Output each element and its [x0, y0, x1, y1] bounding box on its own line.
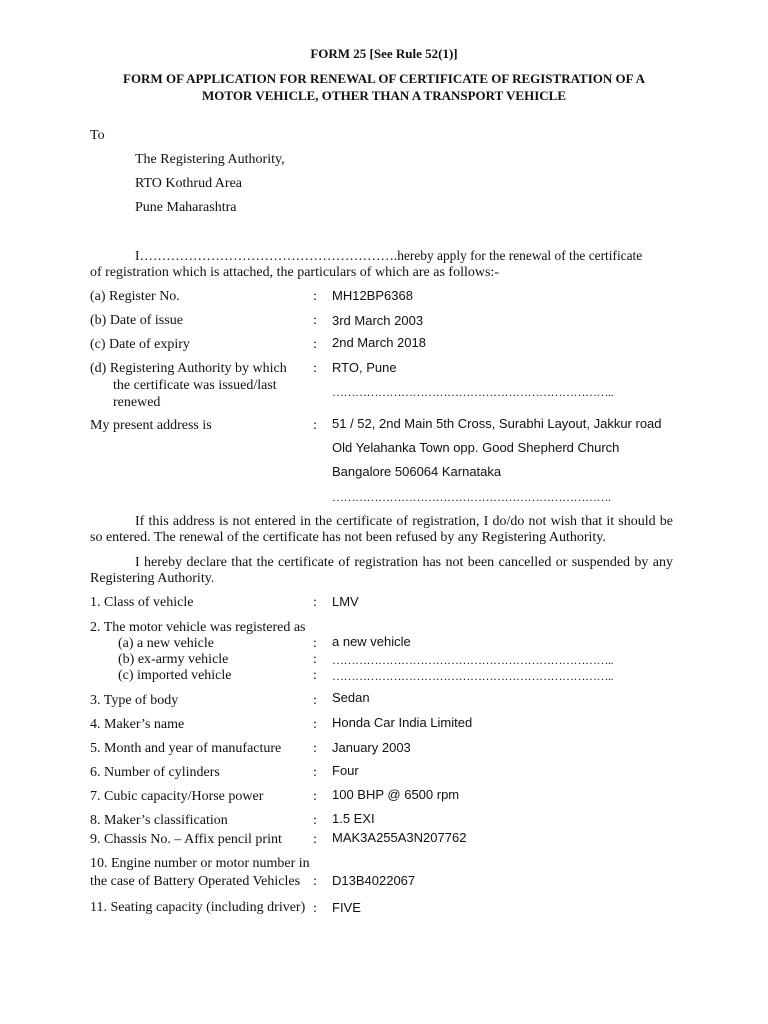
cancellation-declaration-paragraph: [90, 555, 673, 587]
registering-authority-label-line2: the certificate was issued/last: [113, 378, 277, 393]
seating-capacity-colon: :: [313, 901, 317, 916]
cubic-capacity-colon: :: [313, 789, 317, 804]
engine-number-colon: :: [313, 874, 317, 889]
manufacture-date-label: 5. Month and year of manufacture: [90, 741, 282, 756]
imported-vehicle-colon: :: [313, 668, 317, 683]
register-no-value: MH12BP6368: [332, 288, 413, 303]
makers-name-colon: :: [313, 717, 317, 732]
seating-capacity-label: 11. Seating capacity (including driver): [90, 900, 306, 915]
cylinders-value: Four: [332, 763, 359, 778]
addressee-to: To: [90, 128, 105, 143]
date-of-expiry-label: (c) Date of expiry: [90, 337, 190, 352]
class-of-vehicle-label: 1. Class of vehicle: [90, 595, 194, 610]
date-of-issue-label: (b) Date of issue: [90, 313, 183, 328]
registering-authority-colon: :: [313, 361, 317, 376]
registered-as-label: 2. The motor vehicle was registered as: [90, 620, 306, 635]
imported-vehicle-dots: ………………………………………………………………..: [332, 669, 613, 683]
register-no-colon: :: [313, 289, 317, 304]
type-of-body-label: 3. Type of body: [90, 693, 179, 708]
type-of-body-colon: :: [313, 693, 317, 708]
form-title-line1: FORM OF APPLICATION FOR RENEWAL OF CERTIFICATE OF REGISTRATION OF A: [123, 71, 645, 86]
registering-authority-dots: ………………………………………………………………..: [332, 385, 613, 399]
intro-line1: I………………………………………………….hereby apply for the renewal of the certificate: [135, 248, 643, 263]
engine-number-value: D13B4022067: [332, 873, 416, 888]
manufacture-date-colon: :: [313, 741, 317, 756]
chassis-no-value: MAK3A255A3N207762: [332, 830, 467, 845]
makers-classification-colon: :: [313, 813, 317, 828]
engine-number-label-line2: the case of Battery Operated Vehicles: [90, 874, 301, 889]
address-declaration-paragraph: [90, 514, 673, 546]
address-line2: Old Yelahanka Town opp. Good Shepherd Church: [332, 440, 620, 455]
date-of-expiry-value: 2nd March 2018: [332, 335, 426, 350]
register-no-label: (a) Register No.: [90, 289, 180, 304]
seating-capacity-value: FIVE: [332, 900, 361, 915]
engine-number-label-line1: 10. Engine number or motor number in: [90, 856, 310, 871]
address-line1: 51 / 52, 2nd Main 5th Cross, Surabhi Layout, Jakkur road: [332, 416, 662, 431]
registering-authority-label-line1: (d) Registering Authority by which: [90, 361, 287, 376]
chassis-no-colon: :: [313, 832, 317, 847]
cubic-capacity-value: 100 BHP @ 6500 rpm: [332, 787, 460, 802]
addressee-line3: Pune Maharashtra: [135, 200, 237, 215]
address-line3: Bangalore 506064 Karnataka: [332, 464, 502, 479]
address-declaration-text: If this address is not entered in the certificate of registration, I do/do not wish that it should be so entered. The renewal of the certificate has not been refused by any Registering Authority.: [90, 514, 673, 545]
date-of-issue-colon: :: [313, 313, 317, 328]
makers-name-label: 4. Maker’s name: [90, 717, 185, 732]
imported-vehicle-label: (c) imported vehicle: [118, 668, 232, 683]
manufacture-date-value: January 2003: [332, 740, 411, 755]
intro-line2: of registration which is attached, the particulars of which are as follows:-: [90, 265, 499, 280]
addressee-line1: The Registering Authority,: [135, 152, 285, 167]
new-vehicle-label: (a) a new vehicle: [118, 636, 214, 651]
ex-army-vehicle-label: (b) ex-army vehicle: [118, 652, 229, 667]
new-vehicle-colon: :: [313, 636, 317, 651]
address-dots: ……………………………………………………………….: [332, 490, 611, 504]
makers-classification-label: 8. Maker’s classification: [90, 813, 228, 828]
registering-authority-value: RTO, Pune: [332, 360, 397, 375]
cancellation-declaration-text: I hereby declare that the certificate of registration has not been cancelled or suspended by any Registering Authority.: [90, 555, 673, 586]
addressee-line2: RTO Kothrud Area: [135, 176, 242, 191]
address-label: My present address is: [90, 418, 212, 433]
class-of-vehicle-colon: :: [313, 595, 317, 610]
class-of-vehicle-value: LMV: [332, 594, 359, 609]
cubic-capacity-label: 7. Cubic capacity/Horse power: [90, 789, 264, 804]
registering-authority-label-line3: renewed: [113, 395, 161, 410]
chassis-no-label: 9. Chassis No. – Affix pencil print: [90, 832, 282, 847]
cylinders-label: 6. Number of cylinders: [90, 765, 220, 780]
makers-classification-value: 1.5 EXI: [332, 811, 375, 826]
form-title-line2: MOTOR VEHICLE, OTHER THAN A TRANSPORT VEHICLE: [202, 88, 566, 103]
form-number: FORM 25 [See Rule 52(1)]: [310, 46, 458, 61]
ex-army-vehicle-colon: :: [313, 652, 317, 667]
date-of-issue-value: 3rd March 2003: [332, 313, 424, 328]
address-colon: :: [313, 418, 317, 433]
type-of-body-value: Sedan: [332, 690, 370, 705]
ex-army-vehicle-dots: ………………………………………………………………..: [332, 653, 613, 667]
makers-name-value: Honda Car India Limited: [332, 715, 473, 730]
cylinders-colon: :: [313, 765, 317, 780]
new-vehicle-value: a new vehicle: [332, 634, 411, 649]
date-of-expiry-colon: :: [313, 337, 317, 352]
